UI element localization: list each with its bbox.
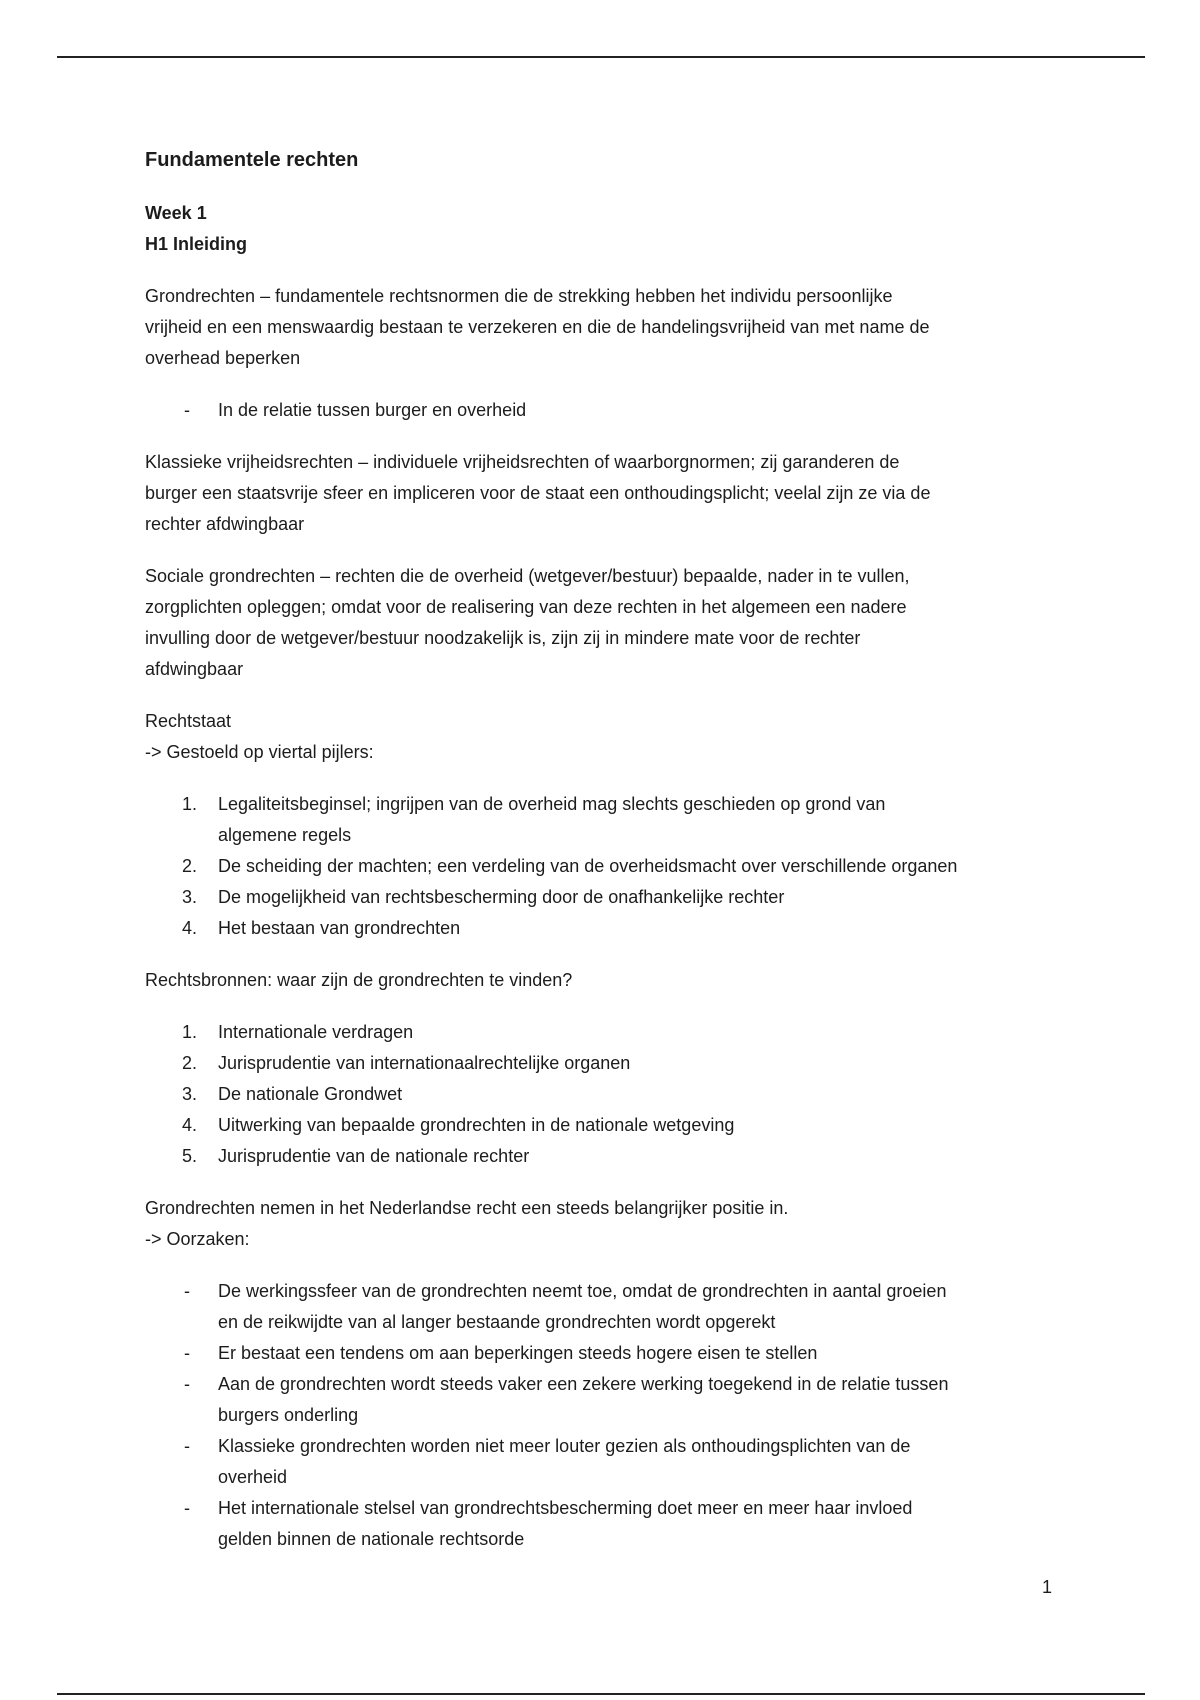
rechtstaat-subtext: -> Gestoeld op viertal pijlers:	[145, 742, 374, 762]
list-item	[145, 395, 1145, 426]
footer-rule	[57, 1693, 1145, 1695]
list-number: 4.	[182, 918, 198, 938]
paragraph-sociale	[145, 561, 1145, 685]
list-item	[145, 882, 1145, 913]
list-item	[145, 1141, 1145, 1172]
oorzaken-statement: Grondrechten nemen in het Nederlandse recht een steeds belangrijker positie in.	[145, 1198, 789, 1218]
paragraph-line: invulling door de wetgever/bestuur noodzakelijk is, zijn zij in mindere mate voor de rechter	[145, 628, 861, 648]
list-item-text: De werkingssfeer van de grondrechten neemt toe, omdat de grondrechten in aantal groeien	[218, 1281, 947, 1301]
paragraph-line: Sociale grondrechten – rechten die de overheid (wetgever/bestuur) bepaalde, nader in te vullen,	[145, 566, 910, 586]
list-item-text: In de relatie tussen burger en overheid	[218, 400, 527, 420]
list-item-text: Legaliteitsbeginsel; ingrijpen van de overheid mag slechts geschieden op grond van	[218, 794, 886, 814]
list-item-text: De mogelijkheid van rechtsbescherming door de onafhankelijke rechter	[218, 887, 785, 907]
list-item-text: Jurisprudentie van internationaalrechtelijke organen	[218, 1053, 631, 1073]
list-item	[145, 913, 1145, 944]
list-item	[145, 789, 1145, 851]
list-number: 5.	[182, 1146, 198, 1166]
rechtsbronnen-heading: Rechtsbronnen: waar zijn de grondrechten te vinden?	[145, 970, 573, 990]
list-item-text: overheid	[218, 1467, 288, 1487]
list-item	[145, 1431, 1145, 1493]
paragraph-grondrechten	[145, 281, 1145, 374]
paragraph-line: vrijheid en een menswaardig bestaan te verzekeren en die de handelingsvrijheid van met name de	[145, 317, 930, 337]
oorzaken-intro	[145, 1193, 1145, 1255]
bullet-marker: -	[184, 1374, 190, 1394]
list-item	[145, 1110, 1145, 1141]
list-item-text: Het internationale stelsel van grondrechtsbescherming doet meer en meer haar invloed	[218, 1498, 913, 1518]
paragraph-line: burger een staatsvrije sfeer en impliceren voor de staat een onthoudingsplicht; veelal zijn ze via de	[145, 483, 931, 503]
list-item-text: Aan de grondrechten wordt steeds vaker een zekere werking toegekend in de relatie tussen	[218, 1374, 949, 1394]
rechtsbronnen-numbered-list	[145, 1017, 1145, 1172]
list-item-text: gelden binnen de nationale rechtsorde	[218, 1529, 525, 1549]
list-item-text: Uitwerking van bepaalde grondrechten in de nationale wetgeving	[218, 1115, 735, 1135]
list-item	[145, 1369, 1145, 1431]
paragraph-line: rechter afdwingbaar	[145, 514, 305, 534]
page-content	[145, 145, 1145, 1576]
list-item	[145, 851, 1145, 882]
bullet-marker: -	[184, 1343, 190, 1363]
list-item-text: Er bestaat een tendens om aan beperkingen steeds hogere eisen te stellen	[218, 1343, 818, 1363]
list-item-text: burgers onderling	[218, 1405, 359, 1425]
document-title: Fundamentele rechten	[145, 149, 359, 171]
list-number: 3.	[182, 1084, 198, 1104]
paragraph-line: Klassieke vrijheidsrechten – individuele vrijheidsrechten of waarborgnormen; zij garanderen de	[145, 452, 900, 472]
list-item-text: De scheiding der machten; een verdeling van de overheidsmacht over verschillende organen	[218, 856, 958, 876]
list-number: 1.	[182, 1022, 198, 1042]
section-heading	[145, 198, 1145, 260]
list-item-text: algemene regels	[218, 825, 352, 845]
header-rule	[57, 56, 1145, 58]
list-item	[145, 1276, 1145, 1338]
paragraph-line: afdwingbaar	[145, 659, 244, 679]
bullet-marker: -	[184, 1498, 190, 1518]
paragraph-line: zorgplichten opleggen; omdat voor de realisering van deze rechten in het algemeen een nadere	[145, 597, 907, 617]
list-item-text: Jurisprudentie van de nationale rechter	[218, 1146, 530, 1166]
list-item	[145, 1079, 1145, 1110]
paragraph-line: overhead beperken	[145, 348, 301, 368]
rechtstaat-intro	[145, 706, 1145, 768]
oorzaken-subtext: -> Oorzaken:	[145, 1229, 250, 1249]
list-item-text: Het bestaan van grondrechten	[218, 918, 461, 938]
list-item	[145, 1493, 1145, 1555]
list-item	[145, 1048, 1145, 1079]
list-number: 1.	[182, 794, 198, 814]
list-item	[145, 1338, 1145, 1369]
list-number: 2.	[182, 856, 198, 876]
bullet-marker: -	[184, 1281, 190, 1301]
relation-bullet-list	[145, 395, 1145, 426]
bullet-marker: -	[184, 1436, 190, 1456]
paragraph-klassieke	[145, 447, 1145, 540]
list-item-text: en de reikwijdte van al langer bestaande grondrechten wordt opgerekt	[218, 1312, 776, 1332]
rechtsbronnen-intro	[145, 965, 1145, 996]
list-item	[145, 1017, 1145, 1048]
week-label: Week 1	[145, 203, 207, 223]
paragraph-line: Grondrechten – fundamentele rechtsnormen die de strekking hebben het individu persoonlijke	[145, 286, 893, 306]
list-number: 4.	[182, 1115, 198, 1135]
list-item-text: De nationale Grondwet	[218, 1084, 403, 1104]
oorzaken-bullet-list	[145, 1276, 1145, 1555]
list-number: 2.	[182, 1053, 198, 1073]
page-number: 1	[1042, 1577, 1053, 1597]
bullet-marker: -	[184, 400, 190, 420]
rechtstaat-heading: Rechtstaat	[145, 711, 232, 731]
list-item-text: Internationale verdragen	[218, 1022, 414, 1042]
pijlers-numbered-list	[145, 789, 1145, 944]
list-item-text: Klassieke grondrechten worden niet meer louter gezien als onthoudingsplichten van de	[218, 1436, 911, 1456]
chapter-heading: H1 Inleiding	[145, 234, 248, 254]
list-number: 3.	[182, 887, 198, 907]
